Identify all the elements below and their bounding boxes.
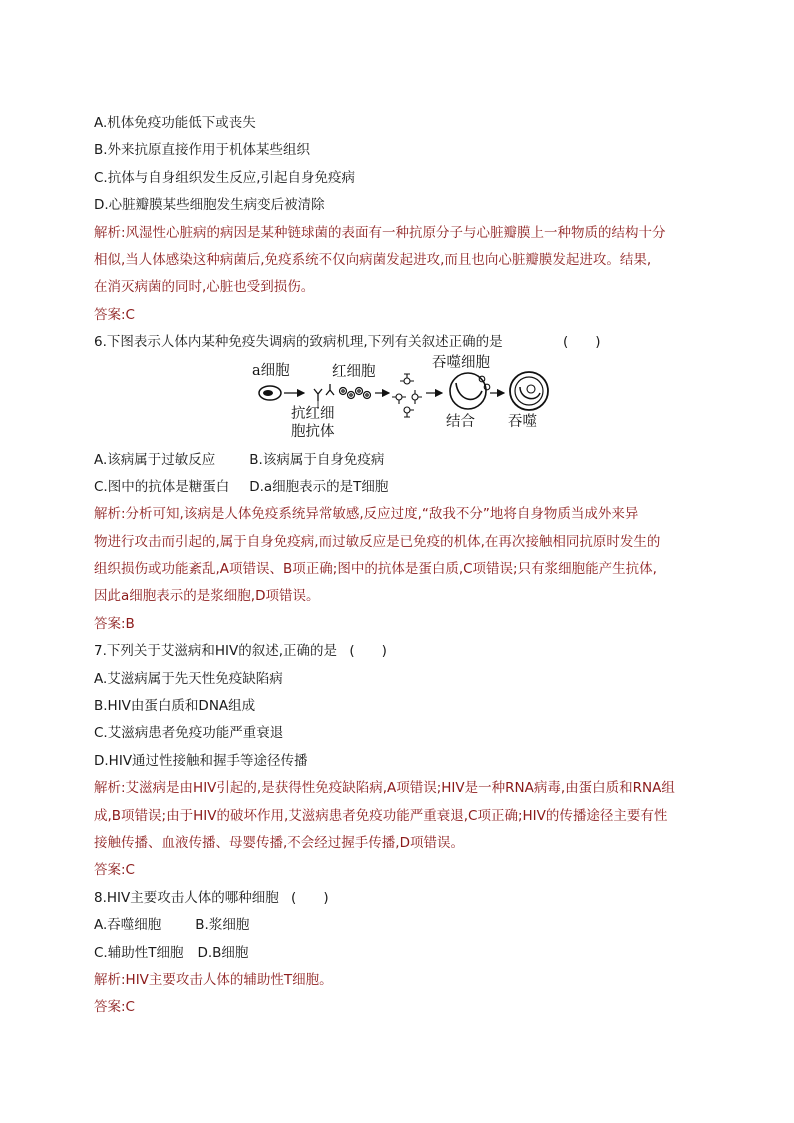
q6-explanation-line: 因此a细胞表示的是浆细胞,D项错误。 — [94, 588, 320, 605]
figure-label-red-cell: 红细胞 — [332, 363, 376, 380]
q8-option-b: B.浆细胞 — [195, 917, 250, 934]
red-blood-cell-icon — [340, 387, 371, 398]
q8-option-a: A.吞噬细胞 — [94, 917, 162, 934]
coated-cell-icon — [392, 374, 422, 417]
q8-option-c: C.辅助性T细胞 — [94, 944, 184, 961]
q6-answer: 答案:B — [94, 615, 135, 632]
q5-explanation-line: 相似,当人体感染这种病菌后,免疫系统不仅向病菌发起进攻,而且也向心脏瓣膜发起进攻。结果, — [94, 251, 652, 268]
q7-option-a: A.艾滋病属于先天性免疫缺陷病 — [94, 670, 283, 687]
q6-explanation — [94, 501, 704, 611]
q7-answer: 答案:C — [94, 862, 135, 879]
phagocyte-binding-icon — [450, 373, 490, 409]
q7-explanation — [94, 775, 704, 857]
q7-option-d: D.HIV通过性接触和握手等途径传播 — [94, 752, 308, 769]
antibody-icon — [314, 384, 334, 401]
q5-option-c: C.抗体与自身组织发生反应,引起自身免疫病 — [94, 169, 356, 186]
q8-answer-paren: ( ) — [291, 889, 329, 906]
q8-options-row-2 — [94, 940, 704, 967]
q8-answer: 答案:C — [94, 999, 135, 1016]
mechanism-diagram — [244, 357, 554, 445]
document-page — [94, 110, 704, 1022]
q7-explanation-line: 解析:艾滋病是由HIV引起的,是获得性免疫缺陷病,A项错误;HIV是一种RNA病毒,由蛋白质和RNA组 — [94, 780, 675, 797]
a-cell-icon — [259, 386, 281, 400]
q5-option-d: D.心脏瓣膜某些细胞发生病变后被清除 — [94, 197, 325, 214]
q6-option-d: D.a细胞表示的是T细胞 — [249, 478, 389, 495]
q6-options-row-2 — [94, 474, 704, 501]
q6-explanation-line: 解析:分析可知,该病是人体免疫系统异常敏感,反应过度,“敌我不分”地将自身物质当成外来异 — [94, 506, 639, 523]
q7-stem — [94, 638, 704, 665]
q6-option-c: C.图中的抗体是糖蛋白 — [94, 478, 230, 495]
q8-stem-text: 8.HIV主要攻击人体的哪种细胞 — [94, 889, 279, 906]
phagocyte-engulf-icon — [510, 372, 548, 410]
q5-explanation — [94, 220, 704, 302]
figure-label-phagocyte: 吞噬细胞 — [432, 354, 490, 371]
figure-label-a-cell: a细胞 — [252, 362, 290, 379]
q8-option-d: D.B细胞 — [197, 944, 249, 961]
q6-explanation-line: 组织损伤或功能紊乱,A项错误、B项正确;图中的抗体是蛋白质,C项错误;只有浆细胞能产生抗体, — [94, 561, 657, 578]
figure-label-bind: 结合 — [446, 413, 475, 430]
q8-stem — [94, 885, 704, 912]
q8-options-row-1 — [94, 912, 704, 939]
q5-option-a: A.机体免疫功能低下或丧失 — [94, 115, 256, 131]
q7-explanation-line: 接触传播、血液传播、母婴传播,不会经过握手传播,D项错误。 — [94, 834, 464, 851]
q8-explanation: 解析:HIV主要攻击人体的辅助性T细胞。 — [94, 971, 333, 988]
figure-label-antibody-2: 胞抗体 — [291, 423, 335, 440]
q6-mechanism-figure — [94, 354, 704, 445]
q6-explanation-line: 物进行攻击而引起的,属于自身免疫病,而过敏反应是已免疫的机体,在再次接触相同抗原时发生的 — [94, 533, 661, 550]
q6-option-b: B.该病属于自身免疫病 — [249, 451, 385, 468]
q6-stem — [94, 329, 704, 356]
figure-label-engulf: 吞噬 — [508, 413, 537, 430]
q6-answer-paren: ( ) — [562, 334, 601, 351]
q7-option-c: C.艾滋病患者免疫功能严重衰退 — [94, 725, 284, 742]
q5-option-b: B.外来抗原直接作用于机体某些组织 — [94, 142, 311, 159]
q6-option-a: A.该病属于过敏反应 — [94, 451, 216, 468]
q5-explanation-line: 在消灭病菌的同时,心脏也受到损伤。 — [94, 279, 315, 296]
q7-option-b: B.HIV由蛋白质和DNA组成 — [94, 698, 256, 715]
q6-options-row-1 — [94, 447, 704, 474]
q7-answer-paren: ( ) — [349, 643, 387, 660]
q5-explanation-line: 解析:风湿性心脏病的病因是某种链球菌的表面有一种抗原分子与心脏瓣膜上一种物质的结构十分 — [94, 224, 666, 241]
q7-stem-text: 7.下列关于艾滋病和HIV的叙述,正确的是 — [94, 643, 338, 660]
q5-answer: 答案:C — [94, 306, 135, 323]
q6-stem-text: 6.下图表示人体内某种免疫失调病的致病机理,下列有关叙述正确的是 — [94, 334, 503, 351]
figure-label-antibody-1: 抗红细 — [291, 405, 335, 422]
q7-explanation-line: 成,B项错误;由于HIV的破坏作用,艾滋病患者免疫功能严重衰退,C项正确;HIV的传播途径主要有性 — [94, 807, 668, 824]
